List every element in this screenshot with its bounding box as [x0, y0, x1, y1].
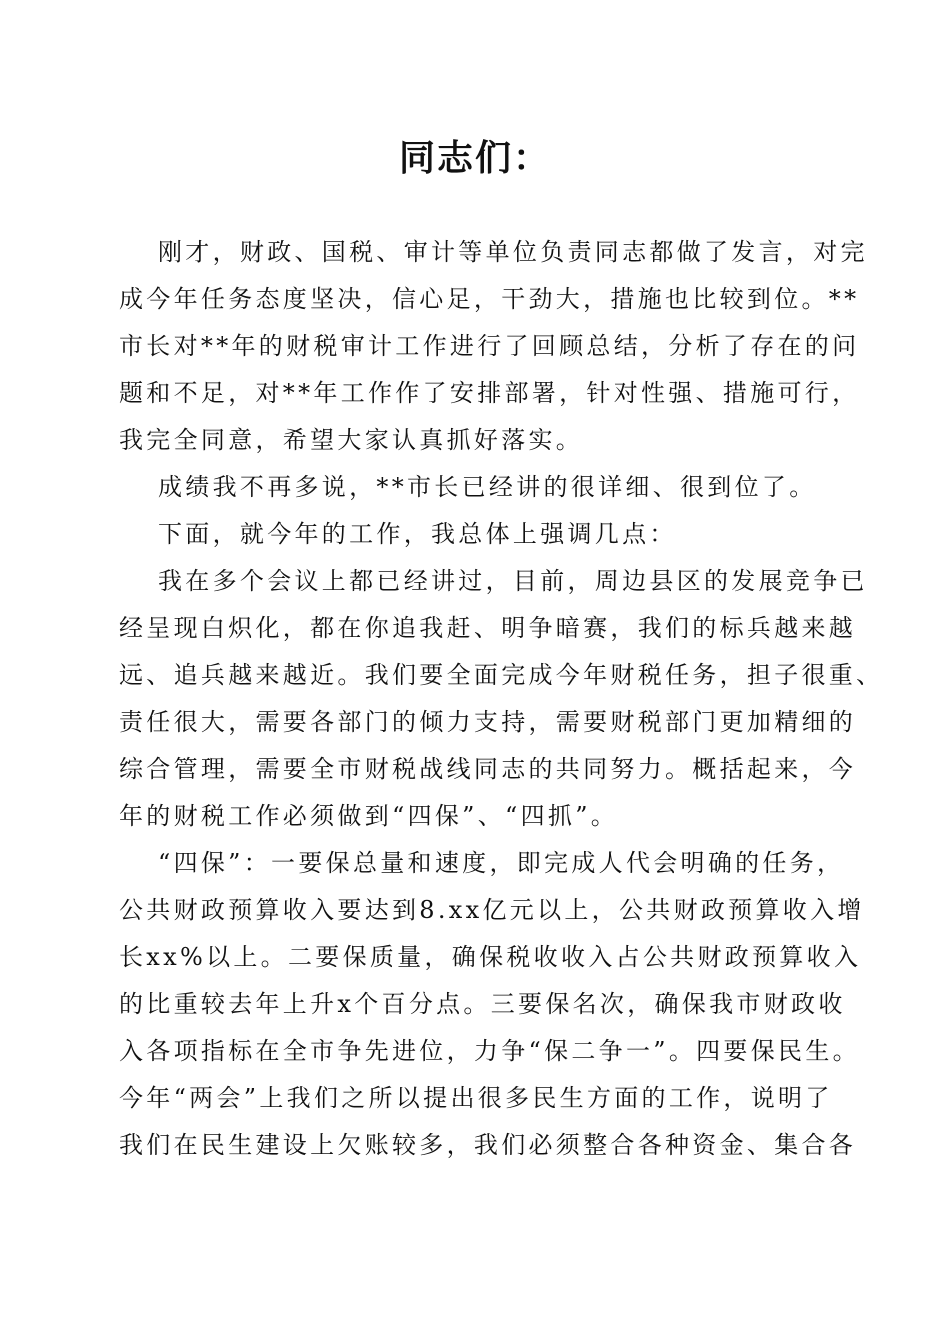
text-line: 经呈现白炽化，都在你追我赶、明争暗赛，我们的标兵越来越	[119, 614, 857, 642]
document-body	[119, 229, 884, 1169]
text-line: “四保”：一要保总量和速度，即完成人代会明确的任务，	[158, 849, 845, 877]
text-line: 责任很大，需要各部门的倾力支持，需要财税部门更加精细的	[119, 708, 857, 736]
text-line: 我完全同意，希望大家认真抓好落实。	[119, 426, 584, 454]
text-line: 下面，就今年的工作，我总体上强调几点：	[158, 520, 677, 548]
text-line: 公共财政预算收入要达到8.xx亿元以上，公共财政预算收入增	[119, 896, 865, 924]
text-line: 入各项指标在全市争先进位，力争“保二争一”。四要保民生。	[119, 1037, 860, 1065]
text-line: 刚才，财政、国税、审计等单位负责同志都做了发言，对完	[158, 238, 868, 266]
text-line: 成今年任务态度坚决，信心足，干劲大，措施也比较到位。**	[119, 285, 860, 313]
text-line: 市长对**年的财税审计工作进行了回顾总结，分析了存在的问	[119, 332, 860, 360]
text-line: 远、追兵越来越近。我们要全面完成今年财税任务，担子很重、	[119, 661, 884, 689]
document-title: 同志们：	[398, 137, 551, 179]
text-line: 综合管理，需要全市财税战线同志的共同努力。概括起来，今	[119, 755, 857, 783]
text-line: 今年“两会”上我们之所以提出很多民生方面的工作，说明了	[119, 1084, 833, 1112]
text-line: 的比重较去年上升x个百分点。三要保名次，确保我市财政收	[119, 990, 846, 1018]
text-line: 年的财税工作必须做到“四保”、“四抓”。	[119, 802, 619, 830]
text-line: 长xx%以上。二要保质量，确保税收收入占公共财政预算收入	[119, 943, 862, 971]
text-line: 成绩我不再多说，**市长已经讲的很详细、很到位了。	[158, 473, 817, 501]
text-line: 我们在民生建设上欠账较多，我们必须整合各种资金、集合各	[119, 1131, 857, 1159]
text-line: 题和不足，对**年工作作了安排部署，针对性强、措施可行，	[119, 379, 860, 407]
text-line: 我在多个会议上都已经讲过，目前，周边县区的发展竞争已	[158, 567, 868, 595]
